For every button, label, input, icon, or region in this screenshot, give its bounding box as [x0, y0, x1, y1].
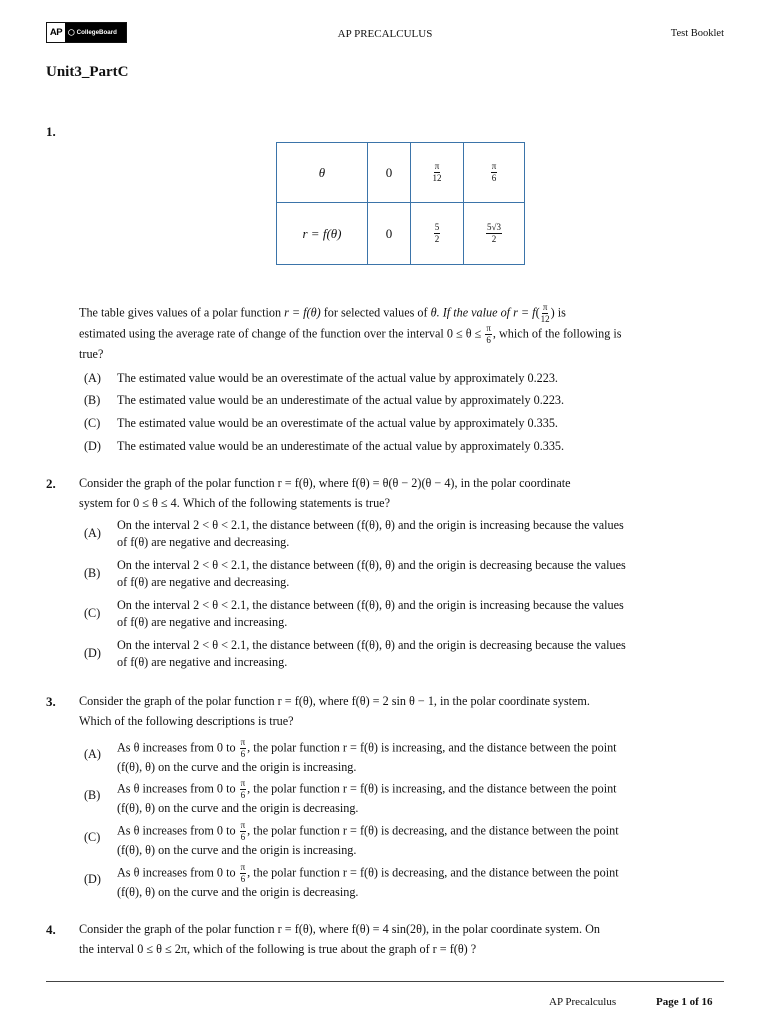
page-header [46, 22, 724, 44]
question-4-number: 4. [46, 922, 56, 937]
table-row-theta [277, 143, 525, 203]
footer-page-number: Page 1 of 16 [656, 996, 713, 1008]
table-cell: r = f(θ) [277, 203, 368, 265]
page-title: Unit3_PartC [46, 64, 129, 80]
table-cell: θ [277, 143, 368, 203]
table-cell: 0 [368, 143, 411, 203]
question-2-number: 2. [46, 476, 56, 491]
header-course-title: AP PRECALCULUS [337, 28, 433, 40]
logo-collegeboard-text: ◯ CollegeBoard [65, 23, 126, 42]
table-cell: $\frac{\pi}{12}$ [411, 143, 464, 203]
table-cell: $\frac{\pi}{6}$ [464, 143, 525, 203]
question-3-number: 3. [46, 694, 56, 709]
question-4-stem: Consider the graph of the polar function r = f(θ), where f(θ) = 4 sin(2θ), in the polar coordinate system. On the interval 0 ≤ θ ≤ 2π, which of the following is true about the graph of r = f(θ) ? [79, 922, 600, 956]
question-1-number: 1. [46, 124, 56, 139]
footer-divider [46, 981, 724, 982]
table-row-r [277, 203, 525, 265]
question-1-stem: The table gives values of a polar function r = f(θ) for selected values of θ. If the value of r = f( $\frac{\pi}{12}$ ) is estimated using the average rate of change of the function over the interval 0 ≤ θ ≤ $\frac{\pi}{6}$ , which of the following is true? [79, 302, 622, 361]
question-3-stem: Consider the graph of the polar function r = f(θ), where f(θ) = 2 sin θ − 1, in the polar coordinate system. Which of the following descriptions is true? [79, 694, 590, 728]
table-cell: 0 [368, 203, 411, 265]
polar-values-table [276, 142, 525, 265]
logo-ap-text: AP [47, 23, 65, 42]
table-cell: $\frac{5√3}{2}$ [464, 203, 525, 265]
question-2-stem: Consider the graph of the polar function r = f(θ), where f(θ) = θ(θ − 2)(θ − 4), in the polar coordinate system for 0 ≤ θ ≤ 4. Which of the following statements is true? [79, 476, 571, 510]
table-cell: $\frac{5}{2}$ [411, 203, 464, 265]
header-booklet-label: Test Booklet [670, 28, 724, 39]
footer-course-name: AP Precalculus [549, 996, 617, 1008]
